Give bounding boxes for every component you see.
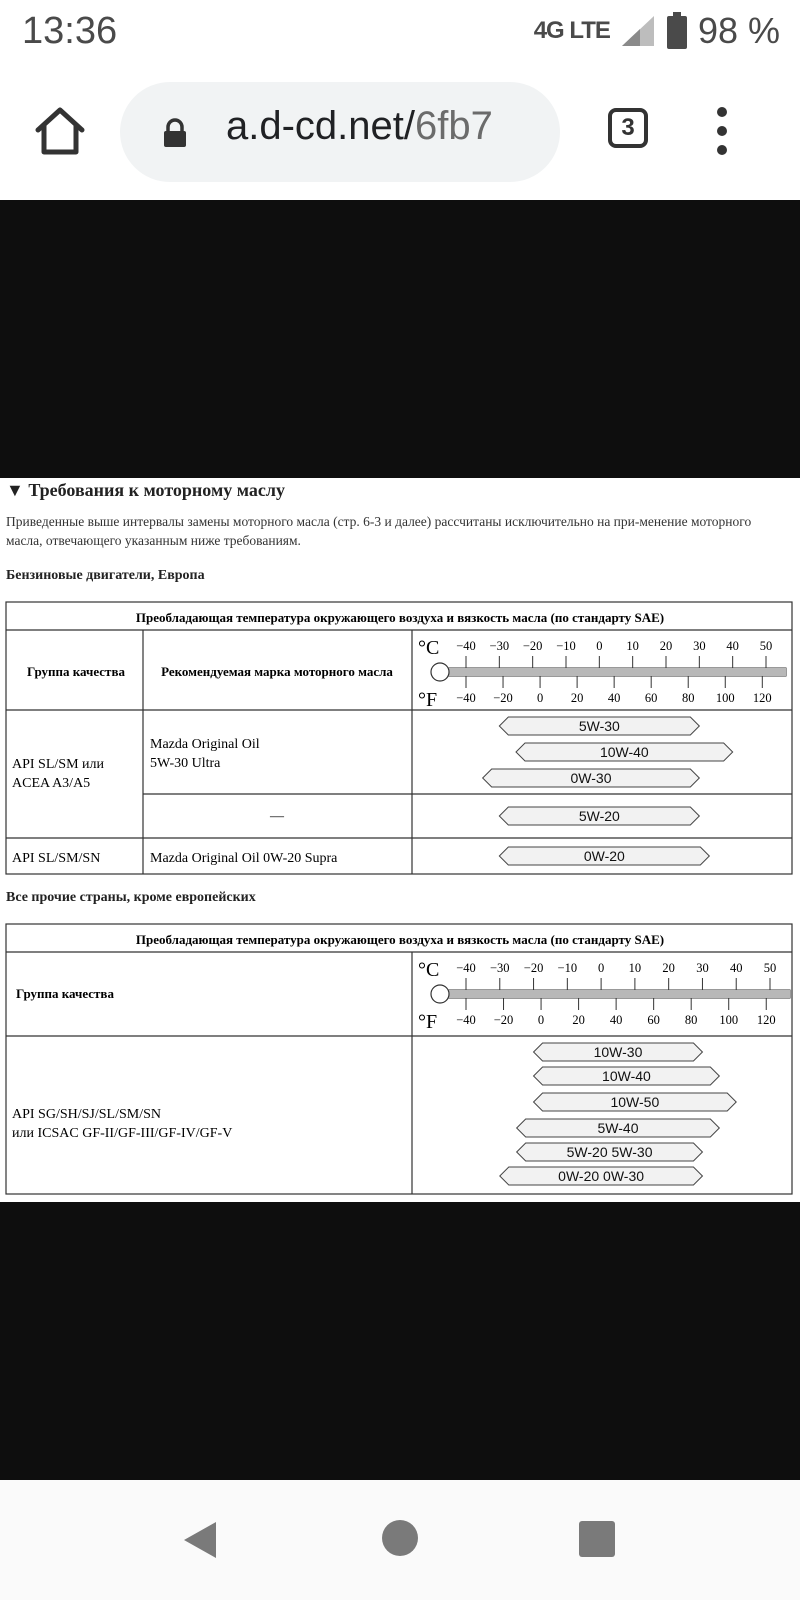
europe-temperature-scale: [418, 637, 786, 711]
fahrenheit-tick-label: 20: [570, 691, 584, 705]
celsius-tick-label: 20: [659, 639, 673, 653]
browser-toolbar: [0, 70, 800, 198]
celsius-tick-label: −10: [556, 639, 576, 653]
celsius-tick-label: −20: [522, 639, 543, 653]
celsius-tick-label: −20: [523, 961, 544, 975]
back-icon[interactable]: [178, 1518, 222, 1562]
europe-row1-brand: Mazda Original Oil 5W-30 Ultra: [150, 737, 260, 771]
tab-count: 3: [621, 114, 635, 141]
fahrenheit-tick-label: 80: [681, 691, 695, 705]
fahrenheit-tick-label: 100: [715, 691, 735, 705]
other-col-quality: Группа качества: [16, 986, 114, 1001]
system-nav-bar: [0, 1480, 800, 1600]
viscosity-band-label: 0W-30: [570, 770, 612, 786]
fahrenheit-tick-label: −20: [493, 691, 513, 705]
other-temperature-scale: [418, 959, 790, 1033]
other-viscosity-bands: [500, 1043, 736, 1185]
triangle-icon: ▼: [6, 480, 29, 500]
other-heading: Все прочие страны, кроме европейских: [6, 890, 256, 905]
battery-percent: 98 %: [697, 10, 780, 51]
europe-row2-brand: —: [270, 809, 284, 824]
viscosity-band-label: 10W-30: [593, 1044, 643, 1060]
signal-icon: [620, 14, 656, 48]
europe-row3-brand: Mazda Original Oil 0W-20 Supra: [150, 851, 338, 866]
fahrenheit-tick-label: 120: [756, 1013, 776, 1027]
oil-tables: [0, 478, 800, 1202]
fahrenheit-tick-label: 60: [647, 1013, 660, 1027]
other-table-header: Преобладающая температура окружающего воздуха и вязкость масла (по стандарту SAE): [135, 932, 665, 947]
celsius-tick-label: 0: [596, 639, 603, 653]
celsius-tick-label: −40: [456, 961, 476, 975]
europe-col-quality: Группа качества: [27, 664, 125, 679]
menu-icon[interactable]: [712, 106, 732, 156]
celsius-tick-label: 50: [759, 639, 773, 653]
celsius-tick-label: −10: [557, 961, 578, 975]
home-nav-icon[interactable]: [380, 1518, 420, 1558]
viscosity-band-label: 0W-20: [583, 848, 625, 864]
fahrenheit-tick-label: 0: [536, 691, 544, 705]
viscosity-band-label: 5W-40: [597, 1120, 639, 1136]
celsius-tick-label: 10: [628, 961, 642, 975]
tab-switcher-button[interactable]: [608, 108, 648, 148]
fahrenheit-unit: °F: [418, 1011, 438, 1033]
fahrenheit-tick-label: −40: [456, 1013, 476, 1027]
fahrenheit-tick-label: 60: [644, 691, 658, 705]
celsius-tick-label: 10: [626, 639, 639, 653]
section-title: ▼ Требования к моторному маслу: [6, 480, 285, 500]
url-host: a.d-cd.net/: [226, 104, 416, 148]
fahrenheit-tick-label: −20: [493, 1013, 514, 1027]
celsius-tick-label: 50: [763, 961, 777, 975]
fahrenheit-tick-label: 40: [607, 691, 621, 705]
viscosity-band-label: 5W-30: [578, 718, 620, 734]
viscosity-band-label: 10W-40: [599, 744, 649, 760]
document-image: [0, 478, 800, 1202]
europe-heading: Бензиновые двигатели, Европа: [6, 568, 205, 583]
celsius-tick-label: 30: [693, 639, 706, 653]
celsius-tick-label: −30: [489, 639, 510, 653]
celsius-tick-label: 0: [597, 961, 605, 975]
europe-viscosity-bands: [483, 717, 733, 865]
viscosity-band-label: 5W-20: [578, 808, 620, 824]
fahrenheit-tick-label: 40: [609, 1013, 623, 1027]
url-text[interactable]: [226, 104, 493, 149]
europe-col-brand: Рекомендуемая марка моторного масла: [161, 664, 393, 679]
address-bar[interactable]: [120, 82, 560, 182]
other-row1-quality: API SG/SH/SJ/SL/SM/SN или ICSAC GF-II/GF-III/GF-IV/GF-V: [12, 1107, 233, 1141]
celsius-tick-label: 20: [662, 961, 675, 975]
battery-icon: [666, 12, 688, 50]
image-letterbox-top: [0, 200, 800, 478]
status-right: [534, 6, 780, 56]
viscosity-band-label: 10W-50: [610, 1094, 660, 1110]
home-icon[interactable]: [30, 100, 90, 160]
fahrenheit-tick-label: 120: [752, 691, 772, 705]
network-indicator: 4G LTE: [533, 17, 610, 44]
celsius-tick-label: 40: [726, 639, 739, 653]
image-letterbox-bottom: [0, 1202, 800, 1480]
fahrenheit-tick-label: −40: [456, 691, 476, 705]
fahrenheit-tick-label: 0: [537, 1013, 545, 1027]
viscosity-band-label: 5W-20 5W-30: [566, 1144, 653, 1160]
celsius-tick-label: 30: [696, 961, 709, 975]
celsius-tick-label: 40: [729, 961, 743, 975]
fahrenheit-tick-label: 20: [572, 1013, 585, 1027]
thermometer-bulb: [431, 663, 449, 681]
celsius-unit: °C: [418, 637, 440, 659]
url-path: 6fb7: [415, 104, 493, 148]
celsius-unit: °C: [418, 959, 440, 981]
thermometer-fill: [446, 668, 786, 676]
fahrenheit-tick-label: 80: [684, 1013, 698, 1027]
lock-icon: [160, 118, 190, 148]
status-time: 13:36: [22, 10, 118, 52]
viscosity-band-label: 10W-40: [602, 1068, 651, 1084]
celsius-tick-label: −40: [456, 639, 476, 653]
intro-paragraph: Приведенные выше интервалы замены моторного масла (стр. 6-3 и далее) рассчитаны исключительно на при-менение моторного масла, отвечающего указанным ниже требованиям.: [6, 514, 752, 548]
europe-table-header: Преобладающая температура окружающего воздуха и вязкость масла (по стандарту SAE): [135, 610, 665, 625]
fahrenheit-unit: °F: [418, 689, 438, 711]
recents-icon[interactable]: [578, 1520, 616, 1558]
fahrenheit-tick-label: 100: [719, 1013, 739, 1027]
celsius-tick-label: −30: [489, 961, 510, 975]
status-bar: [0, 0, 800, 62]
thermometer-fill: [446, 990, 790, 998]
thermometer-bulb: [431, 985, 449, 1003]
europe-row3-quality: API SL/SM/SN: [12, 851, 101, 866]
viscosity-band-label: 0W-20 0W-30: [558, 1168, 645, 1184]
europe-row1-quality: API SL/SM или ACEA A3/A5: [12, 757, 104, 791]
